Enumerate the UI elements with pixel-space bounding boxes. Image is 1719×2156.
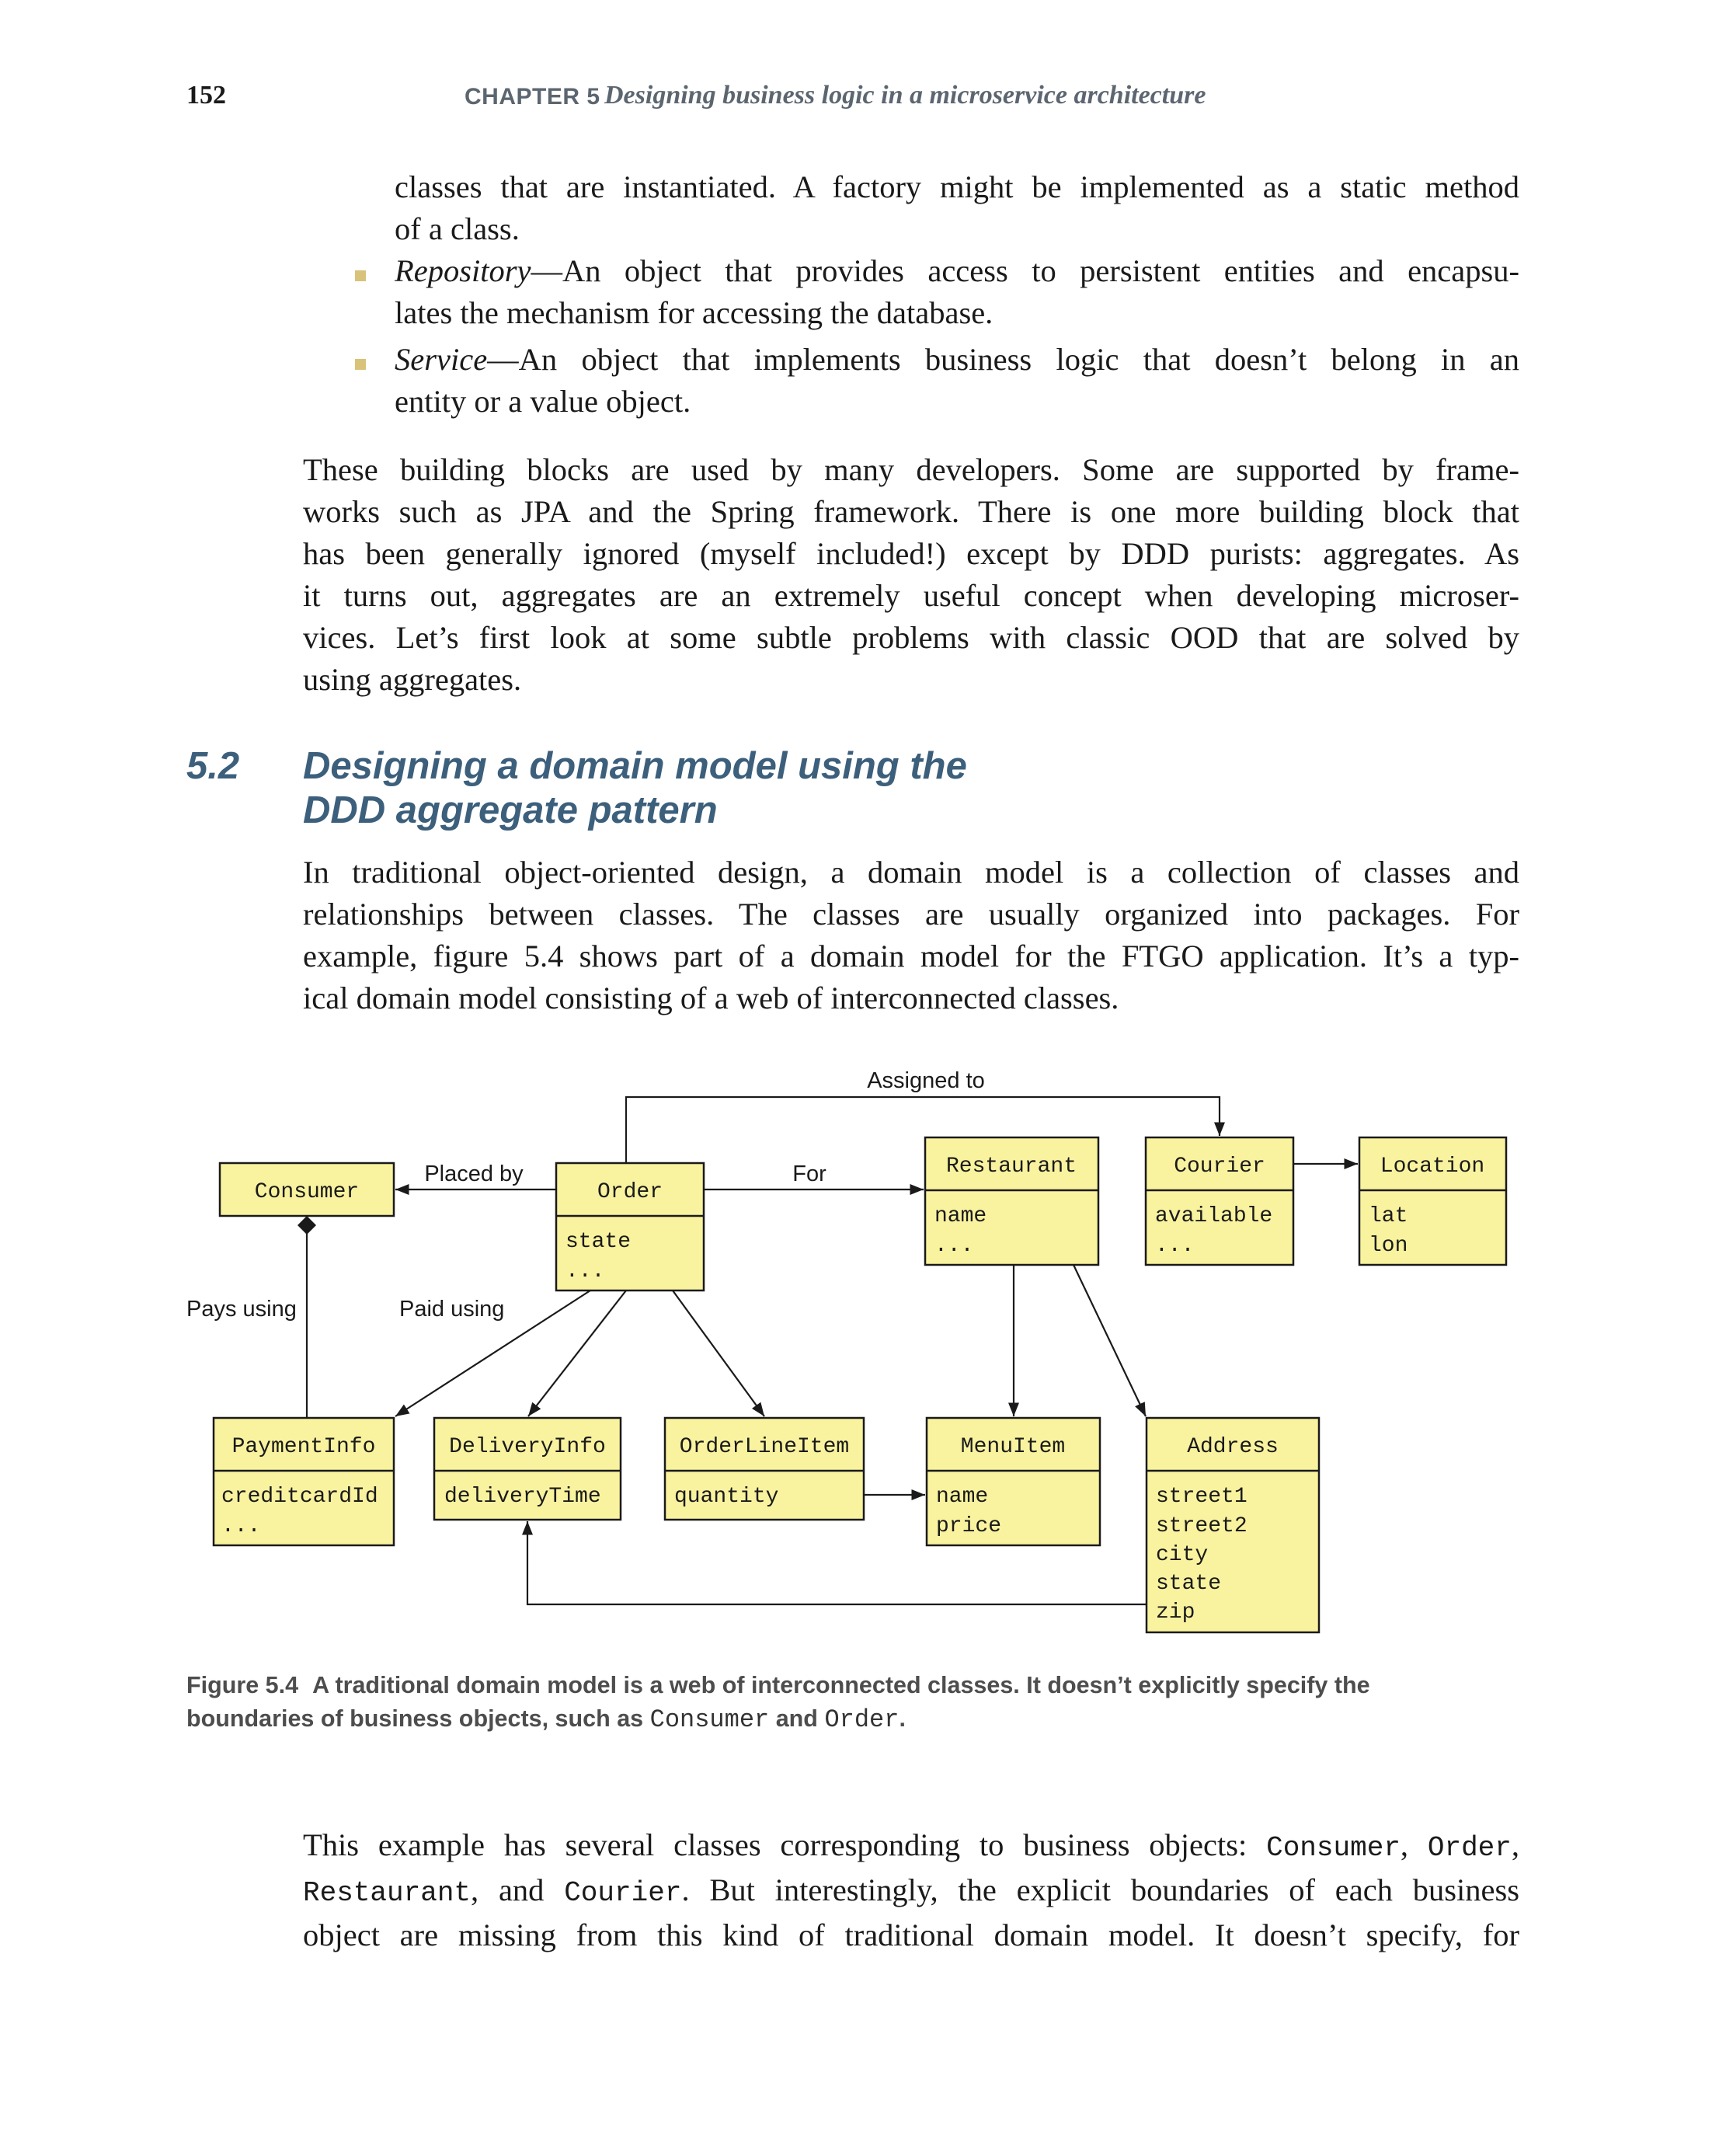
bullet-term: Repository [395,253,531,288]
bullet-item-service [395,339,1519,423]
class-name: Location [1380,1155,1485,1179]
text-span: This example has several classes corresponding to business objects: [303,1827,1247,1862]
chapter-title: Designing business logic in a microservice architecture [604,81,1206,110]
chapter-label: CHAPTER 5 [465,84,600,110]
class-attribute: deliveryTime [444,1485,601,1509]
class-name: Courier [1174,1155,1265,1179]
text-line: relationships between classes. The classes are usually organized into packages. For [303,897,1519,932]
bullet-text-line: lates the mechanism for accessing the database. [395,295,993,330]
class-name: PaymentInfo [231,1435,376,1459]
class-attribute: state [1156,1572,1222,1596]
label-pays-using: Pays using [186,1297,297,1322]
class-attribute: name [934,1204,987,1228]
class-name: MenuItem [960,1435,1066,1459]
bullet-text-line: —An object that implements business logic that doesn’t belong in an [487,342,1519,377]
code-span: Restaurant [303,1877,472,1909]
bullet-term: Service [395,342,488,377]
page-number: 152 [186,81,226,110]
class-name: DeliveryInfo [449,1435,606,1459]
label-assigned-to: Assigned to [867,1068,985,1093]
class-attribute: street1 [1156,1485,1247,1509]
figure-caption [186,1669,1522,1736]
text-line: In traditional object-oriented design, a domain model is a collection of classes and [303,855,1519,890]
text-line: example, figure 5.4 shows part of a domain model for the FTGO application. It’s a typ- [303,939,1519,974]
class-name: OrderLineItem [679,1435,850,1459]
composition-diamond-icon [298,1216,316,1235]
class-name: Consumer [254,1180,360,1204]
class-name: Address [1187,1435,1279,1459]
caption-code: Order [824,1705,900,1734]
class-attribute: zip [1156,1600,1195,1625]
class-name: Order [597,1180,663,1204]
class-attribute: lon [1369,1234,1408,1258]
class-attribute: ... [1155,1234,1195,1258]
caption-text: A traditional domain model is a web of interconnected classes. It doesn’t explicitly specify the [312,1672,1370,1698]
domain-model-diagram [179,1057,1530,1647]
class-attribute: name [936,1485,989,1509]
bullet-item-repository [395,250,1519,334]
section-title [303,744,967,833]
caption-code: Consumer [649,1705,770,1734]
bullet-text-line: —An object that provides access to persistent entities and encapsu- [531,253,1519,288]
class-attribute: creditcardId [221,1485,378,1509]
bullet-marker [355,359,366,370]
figure-5-4 [179,1057,1530,1650]
class-attribute: ... [934,1234,974,1258]
class-attribute: ... [565,1259,605,1283]
code-span: Courier [564,1877,682,1909]
class-attribute: price [936,1514,1002,1538]
label-for: For [792,1162,826,1186]
code-span: Consumer [1266,1832,1401,1864]
text-span: , and [471,1872,545,1907]
class-attribute: lat [1369,1204,1408,1228]
caption-text: boundaries of business objects, such as [186,1705,644,1732]
text-line: works such as JPA and the Spring framework. There is one more building block that [303,494,1519,529]
class-attribute: available [1155,1204,1273,1228]
assoc-restaurant-address [1074,1265,1146,1416]
paragraph-traditional-design [303,852,1519,1019]
figure-label: Figure 5.4 [186,1672,299,1698]
text-line: has been generally ignored (myself included!) except by DDD purists: aggregates. As [303,536,1519,571]
label-paid-using: Paid using [399,1297,505,1322]
text-line: of a class. [395,211,520,246]
text-line: ical domain model consisting of a web of interconnected classes. [303,980,1119,1015]
bullet-marker [355,270,366,281]
class-name: Restaurant [945,1155,1077,1179]
text-line: object are missing from this kind of traditional domain model. It doesn’t specify, for [303,1917,1519,1952]
text-line: it turns out, aggregates are an extremely useful concept when developing microser- [303,578,1519,613]
paragraph-example [303,1824,1519,1956]
class-attribute: ... [221,1514,261,1538]
running-header [186,81,1522,120]
text-span: , [1511,1827,1520,1862]
text-line: classes that are instantiated. A factory might be implemented as a static method [395,169,1519,204]
caption-text: . [899,1705,906,1732]
text-line: These building blocks are used by many developers. Some are supported by frame- [303,452,1519,487]
bullet-text-line: entity or a value object. [395,384,691,419]
section-number: 5.2 [186,745,240,787]
text-line: using aggregates. [303,662,522,697]
assoc-order-orderlineitem [673,1290,764,1416]
text-span: , [1400,1827,1409,1862]
code-span: Order [1427,1832,1512,1864]
paragraph-building-blocks [303,449,1519,701]
assoc-order-courier [626,1097,1220,1163]
label-placed-by: Placed by [424,1162,524,1186]
text-span: . But interestingly, the explicit boundaries of each business [681,1872,1519,1907]
text-line: vices. Let’s first look at some subtle problems with classic OOD that are solved by [303,620,1519,655]
class-attribute: quantity [674,1485,779,1509]
assoc-order-deliveryinfo [528,1290,626,1416]
section-title-line: Designing a domain model using the [303,745,967,787]
class-attribute: street2 [1156,1514,1247,1538]
caption-text: and [775,1705,818,1732]
class-attribute: state [565,1230,632,1254]
continuation-text [395,166,1519,250]
section-title-line: DDD aggregate pattern [303,789,718,831]
class-attribute: city [1156,1543,1209,1567]
